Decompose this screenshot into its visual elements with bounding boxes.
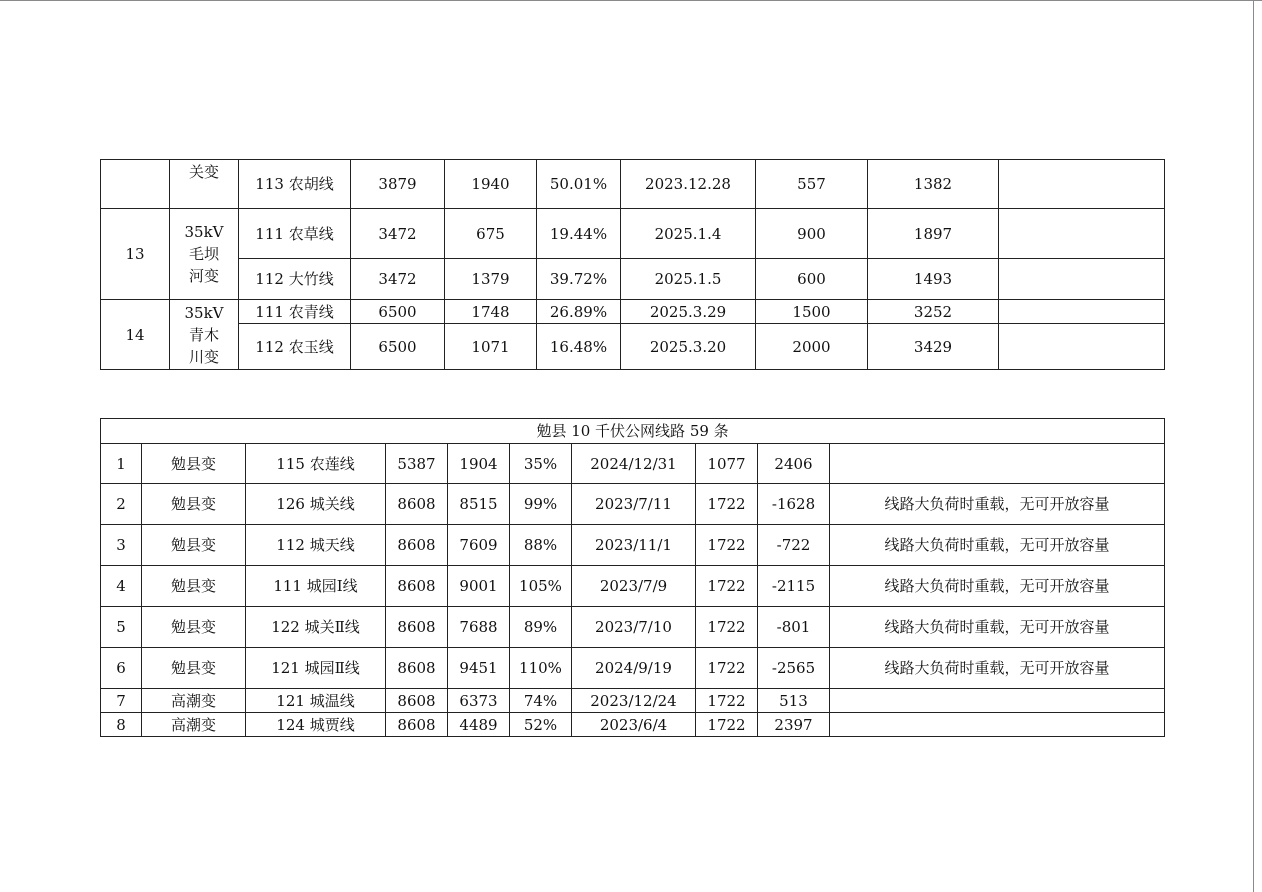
note-cell [999, 300, 1165, 324]
substation-name: 35kV 毛坝 河变 [170, 209, 239, 300]
date-cell: 2023/7/10 [572, 607, 696, 648]
load-rate-cell: 39.72% [537, 259, 621, 300]
row-number: 13 [101, 209, 170, 300]
max-load-cell: 8515 [448, 484, 510, 525]
date-cell: 2025.3.20 [621, 324, 756, 370]
line-name: 122 城关Ⅱ线 [246, 607, 386, 648]
capacity-cell: 5387 [386, 444, 448, 484]
note-cell [999, 209, 1165, 259]
line-name: 124 城贾线 [246, 713, 386, 737]
open-capacity-cell: -801 [758, 607, 830, 648]
max-load-cell: 4489 [448, 713, 510, 737]
table-row [101, 566, 1165, 607]
substation-name: 高潮变 [142, 713, 246, 737]
capacity-cell: 3879 [351, 160, 445, 209]
open-capacity-cell: -722 [758, 525, 830, 566]
table-row [101, 160, 1165, 209]
row-number: 4 [101, 566, 142, 607]
row-number: 8 [101, 713, 142, 737]
line-name: 111 农草线 [239, 209, 351, 259]
load-rate-cell: 50.01% [537, 160, 621, 209]
note-cell: 线路大负荷时重载，无可开放容量 [830, 566, 1165, 607]
table-row [101, 484, 1165, 525]
row-number: 1 [101, 444, 142, 484]
line-name: 112 城天线 [246, 525, 386, 566]
table-caption-row [101, 419, 1165, 444]
row-number: 3 [101, 525, 142, 566]
load-rate-cell: 88% [510, 525, 572, 566]
max-load-cell: 1071 [445, 324, 537, 370]
row-number: 2 [101, 484, 142, 525]
value-cell: 1500 [756, 300, 868, 324]
load-rate-cell: 105% [510, 566, 572, 607]
capacity-cell: 3472 [351, 259, 445, 300]
load-rate-cell: 74% [510, 689, 572, 713]
page-right-border [1253, 0, 1254, 892]
row-number: 6 [101, 648, 142, 689]
open-capacity-cell: 2406 [758, 444, 830, 484]
open-capacity-cell: -2565 [758, 648, 830, 689]
row-number [101, 160, 170, 209]
load-rate-cell: 19.44% [537, 209, 621, 259]
max-load-cell: 9451 [448, 648, 510, 689]
capacity-cell: 8608 [386, 689, 448, 713]
capacity-cell: 3472 [351, 209, 445, 259]
substation-name: 35kV 青木 川变 [170, 300, 239, 370]
note-cell [999, 259, 1165, 300]
note-cell [830, 444, 1165, 484]
table-row [101, 324, 1165, 370]
date-cell: 2023/7/9 [572, 566, 696, 607]
capacity-cell: 8608 [386, 525, 448, 566]
note-cell: 线路大负荷时重载，无可开放容量 [830, 484, 1165, 525]
date-cell: 2023/6/4 [572, 713, 696, 737]
capacity-cell: 8608 [386, 713, 448, 737]
table-row [101, 713, 1165, 737]
note-cell: 线路大负荷时重载，无可开放容量 [830, 607, 1165, 648]
row-number: 5 [101, 607, 142, 648]
max-load-cell: 1940 [445, 160, 537, 209]
capacity-cell: 8608 [386, 484, 448, 525]
value-cell: 1722 [696, 566, 758, 607]
note-cell: 线路大负荷时重载，无可开放容量 [830, 525, 1165, 566]
line-name: 111 城园Ⅰ线 [246, 566, 386, 607]
date-cell: 2023/7/11 [572, 484, 696, 525]
value-cell: 1722 [696, 525, 758, 566]
date-cell: 2023.12.28 [621, 160, 756, 209]
substation-name: 勉县变 [142, 525, 246, 566]
value-cell: 1077 [696, 444, 758, 484]
line-name: 126 城关线 [246, 484, 386, 525]
substation-name: 勉县变 [142, 607, 246, 648]
open-capacity-cell: -1628 [758, 484, 830, 525]
max-load-cell: 7609 [448, 525, 510, 566]
value-cell: 1722 [696, 607, 758, 648]
open-capacity-cell: 1897 [868, 209, 999, 259]
note-cell [830, 713, 1165, 737]
value-cell: 1722 [696, 689, 758, 713]
substation-name: 高潮变 [142, 689, 246, 713]
substation-name: 勉县变 [142, 484, 246, 525]
max-load-cell: 675 [445, 209, 537, 259]
capacity-cell: 8608 [386, 607, 448, 648]
load-rate-cell: 52% [510, 713, 572, 737]
note-cell [999, 160, 1165, 209]
capacity-cell: 6500 [351, 300, 445, 324]
load-rate-cell: 110% [510, 648, 572, 689]
substation-name: 勉县变 [142, 566, 246, 607]
capacity-cell: 8608 [386, 648, 448, 689]
table-row [101, 300, 1165, 324]
table-caption: 勉县 10 千伏公网线路 59 条 [101, 419, 1165, 444]
max-load-cell: 6373 [448, 689, 510, 713]
table-row [101, 607, 1165, 648]
date-cell: 2024/12/31 [572, 444, 696, 484]
value-cell: 1722 [696, 713, 758, 737]
substation-name: 勉县变 [142, 444, 246, 484]
row-number: 7 [101, 689, 142, 713]
table-row [101, 444, 1165, 484]
max-load-cell: 9001 [448, 566, 510, 607]
open-capacity-cell: -2115 [758, 566, 830, 607]
line-name: 113 农胡线 [239, 160, 351, 209]
note-cell [830, 689, 1165, 713]
value-cell: 1722 [696, 484, 758, 525]
capacity-cell: 8608 [386, 566, 448, 607]
line-name: 115 农莲线 [246, 444, 386, 484]
load-rate-cell: 16.48% [537, 324, 621, 370]
open-capacity-cell: 3252 [868, 300, 999, 324]
table-row [101, 689, 1165, 713]
load-rate-cell: 35% [510, 444, 572, 484]
open-capacity-cell: 1493 [868, 259, 999, 300]
line-name: 112 大竹线 [239, 259, 351, 300]
capacity-cell: 6500 [351, 324, 445, 370]
line-name: 121 城园Ⅱ线 [246, 648, 386, 689]
date-cell: 2025.1.4 [621, 209, 756, 259]
page-top-border [0, 0, 1262, 1]
load-rate-cell: 99% [510, 484, 572, 525]
value-cell: 557 [756, 160, 868, 209]
mianxian-lines-table [100, 418, 1165, 737]
note-cell: 线路大负荷时重载，无可开放容量 [830, 648, 1165, 689]
substation-name: 勉县变 [142, 648, 246, 689]
open-capacity-cell: 3429 [868, 324, 999, 370]
line-name: 121 城温线 [246, 689, 386, 713]
date-cell: 2025.3.29 [621, 300, 756, 324]
row-number: 14 [101, 300, 170, 370]
max-load-cell: 1379 [445, 259, 537, 300]
table-row [101, 209, 1165, 259]
note-cell [999, 324, 1165, 370]
value-cell: 1722 [696, 648, 758, 689]
date-cell: 2023/11/1 [572, 525, 696, 566]
line-name: 112 农玉线 [239, 324, 351, 370]
date-cell: 2025.1.5 [621, 259, 756, 300]
date-cell: 2024/9/19 [572, 648, 696, 689]
line-name: 111 农青线 [239, 300, 351, 324]
open-capacity-cell: 1382 [868, 160, 999, 209]
max-load-cell: 7688 [448, 607, 510, 648]
max-load-cell: 1748 [445, 300, 537, 324]
date-cell: 2023/12/24 [572, 689, 696, 713]
max-load-cell: 1904 [448, 444, 510, 484]
value-cell: 600 [756, 259, 868, 300]
value-cell: 900 [756, 209, 868, 259]
table-row [101, 525, 1165, 566]
value-cell: 2000 [756, 324, 868, 370]
table-row [101, 259, 1165, 300]
table-row [101, 648, 1165, 689]
open-capacity-cell: 2397 [758, 713, 830, 737]
substation-name: 关变 [170, 160, 239, 209]
open-capacity-cell: 513 [758, 689, 830, 713]
load-rate-cell: 26.89% [537, 300, 621, 324]
load-rate-cell: 89% [510, 607, 572, 648]
substation-lines-table [100, 159, 1165, 370]
